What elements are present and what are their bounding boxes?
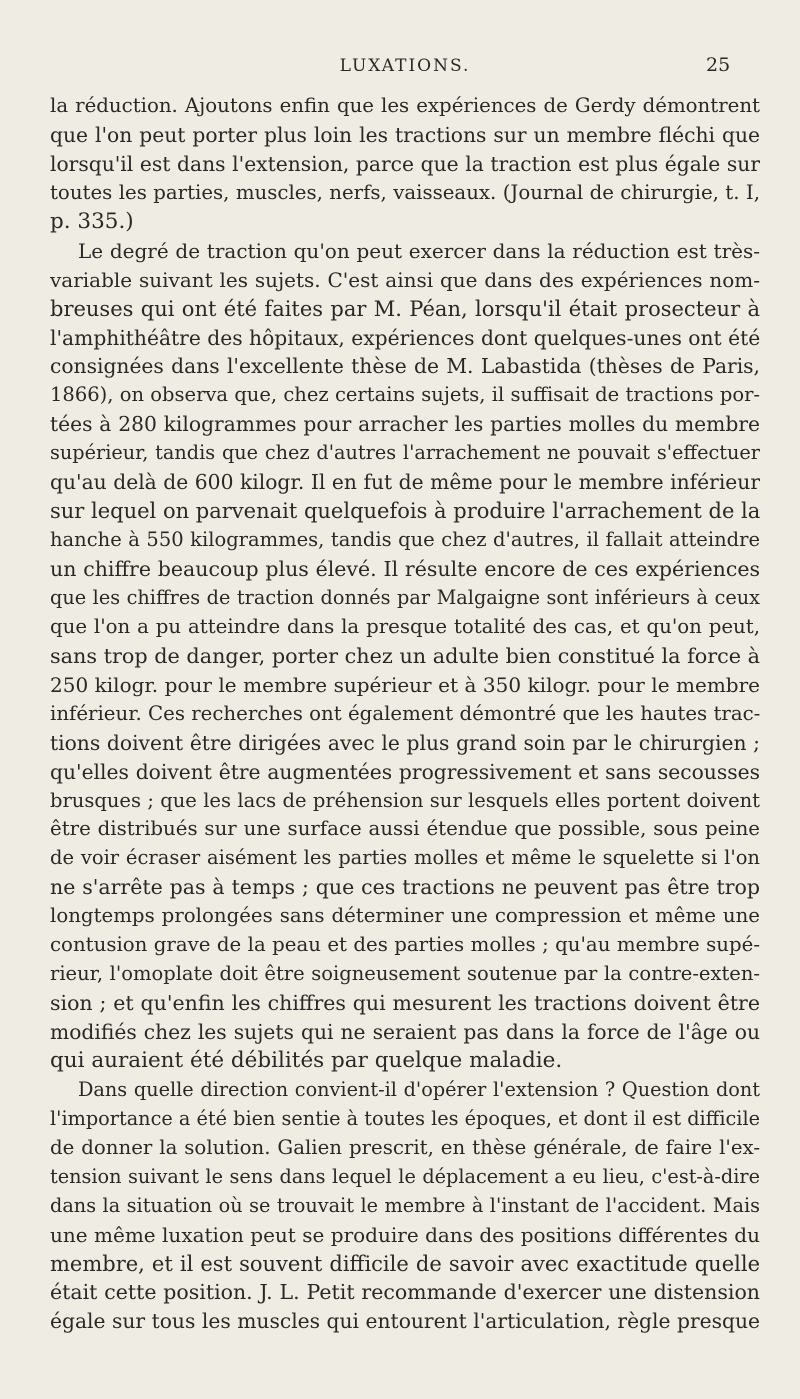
text-line: un chiffre beaucoup plus élevé. Il résulte encore de ces expériences (50, 557, 760, 581)
text-line: brusques ; que les lacs de préhension sur lesquels elles portent doivent (50, 788, 760, 812)
text-line: Dans quelle direction convient-il d'opérer l'extension ? Question dont (78, 1077, 760, 1101)
text-line: qu'au delà de 600 kilogr. Il en fut de même pour le membre inférieur (50, 470, 760, 495)
text-line: sans trop de danger, porter chez un adulte bien constitué la force à (50, 643, 760, 668)
text-line: que les chiffres de traction donnés par Malgaigne sont inférieurs à ceux (50, 585, 760, 609)
body-text (50, 92, 760, 1336)
text-line: inférieur. Ces recherches ont également démontré que les hautes trac- (50, 701, 760, 725)
page-number: 25 (706, 54, 731, 76)
text-line: qu'elles doivent être augmentées progressivement et sans secousses (50, 759, 760, 784)
text-line: était cette position. J. L. Petit recommande d'exercer une distension (50, 1280, 760, 1305)
text-line: sion ; et qu'enfin les chiffres qui mesurent les tractions doivent être (50, 991, 760, 1016)
running-title: LUXATIONS. (339, 56, 471, 76)
text-line: une même luxation peut se produire dans des positions différentes du (50, 1222, 760, 1247)
text-line: membre, et il est souvent difficile de savoir avec exactitude quelle (50, 1251, 760, 1276)
text-line: sur lequel on parvenait quelquefois à produire l'arrachement de la (50, 499, 760, 524)
text-line: ne s'arrête pas à temps ; que ces tractions ne peuvent pas être trop (50, 875, 760, 900)
text-line: breuses qui ont été faites par M. Péan, lorsqu'il était prosecteur à (50, 296, 760, 321)
text-line: l'amphithéâtre des hôpitaux, expériences dont quelques-unes ont été (50, 325, 760, 350)
text-line: 1866), on observa que, chez certains sujets, il suffisait de tractions por- (50, 383, 760, 407)
text-line: que l'on peut porter plus loin les tractions sur un membre fléchi que (50, 122, 760, 147)
text-line: qui auraient été débilités par quelque maladie. (50, 1047, 563, 1073)
text-line: la réduction. Ajoutons enfin que les expériences de Gerdy démontrent (50, 94, 760, 117)
text-line: supérieur, tandis que chez d'autres l'arrachement ne pouvait s'effectuer (50, 441, 760, 465)
text-line: p. 335.) (50, 208, 134, 234)
text-line: 250 kilogr. pour le membre supérieur et à 350 kilogr. pour le membre (50, 672, 760, 697)
text-line: tions doivent être dirigées avec le plus grand soin par le chirurgien ; (50, 730, 760, 755)
text-line: que l'on a pu atteindre dans la presque totalité des cas, et qu'on peut, (50, 614, 760, 638)
text-line: Le degré de traction qu'on peut exercer dans la réduction est très- (78, 238, 760, 263)
text-line: l'importance a été bien sentie à toutes les époques, et dont il est difficile (50, 1106, 760, 1130)
text-line: de donner la solution. Galien prescrit, en thèse générale, de faire l'ex- (50, 1135, 760, 1159)
text-line: tées à 280 kilogrammes pour arracher les parties molles du membre (50, 412, 760, 437)
text-line: contusion grave de la peau et des parties molles ; qu'au membre supé- (50, 933, 760, 957)
text-line: égale sur tous les muscles qui entourent l'articulation, règle presque (50, 1309, 760, 1334)
text-line: hanche à 550 kilogrammes, tandis que chez d'autres, il fallait atteindre (50, 528, 760, 552)
text-line: variable suivant les sujets. C'est ainsi que dans des expériences nom- (50, 267, 760, 292)
text-line: longtemps prolongées sans déterminer une compression et même une (50, 904, 760, 928)
text-line: dans la situation où se trouvait le membre à l'instant de l'accident. Mais (50, 1193, 760, 1217)
text-line: être distribués sur une surface aussi étendue que possible, sous peine (50, 817, 760, 841)
text-line: lorsqu'il est dans l'extension, parce que la traction est plus égale sur (50, 151, 760, 176)
page-header (0, 54, 800, 84)
text-line: consignées dans l'excellente thèse de M. Labastida (thèses de Paris, (50, 354, 760, 379)
text-line: modifiés chez les sujets qui ne seraient pas dans la force de l'âge ou (50, 1020, 760, 1044)
text-line: rieur, l'omoplate doit être soigneusement soutenue par la contre-exten- (50, 962, 760, 986)
text-line: de voir écraser aisément les parties molles et même le squelette si l'on (50, 846, 760, 870)
text-line: toutes les parties, muscles, nerfs, vaisseaux. (Journal de chirurgie, t. I, (50, 180, 760, 204)
text-line: tension suivant le sens dans lequel le déplacement a eu lieu, c'est-à-dire (50, 1164, 760, 1188)
